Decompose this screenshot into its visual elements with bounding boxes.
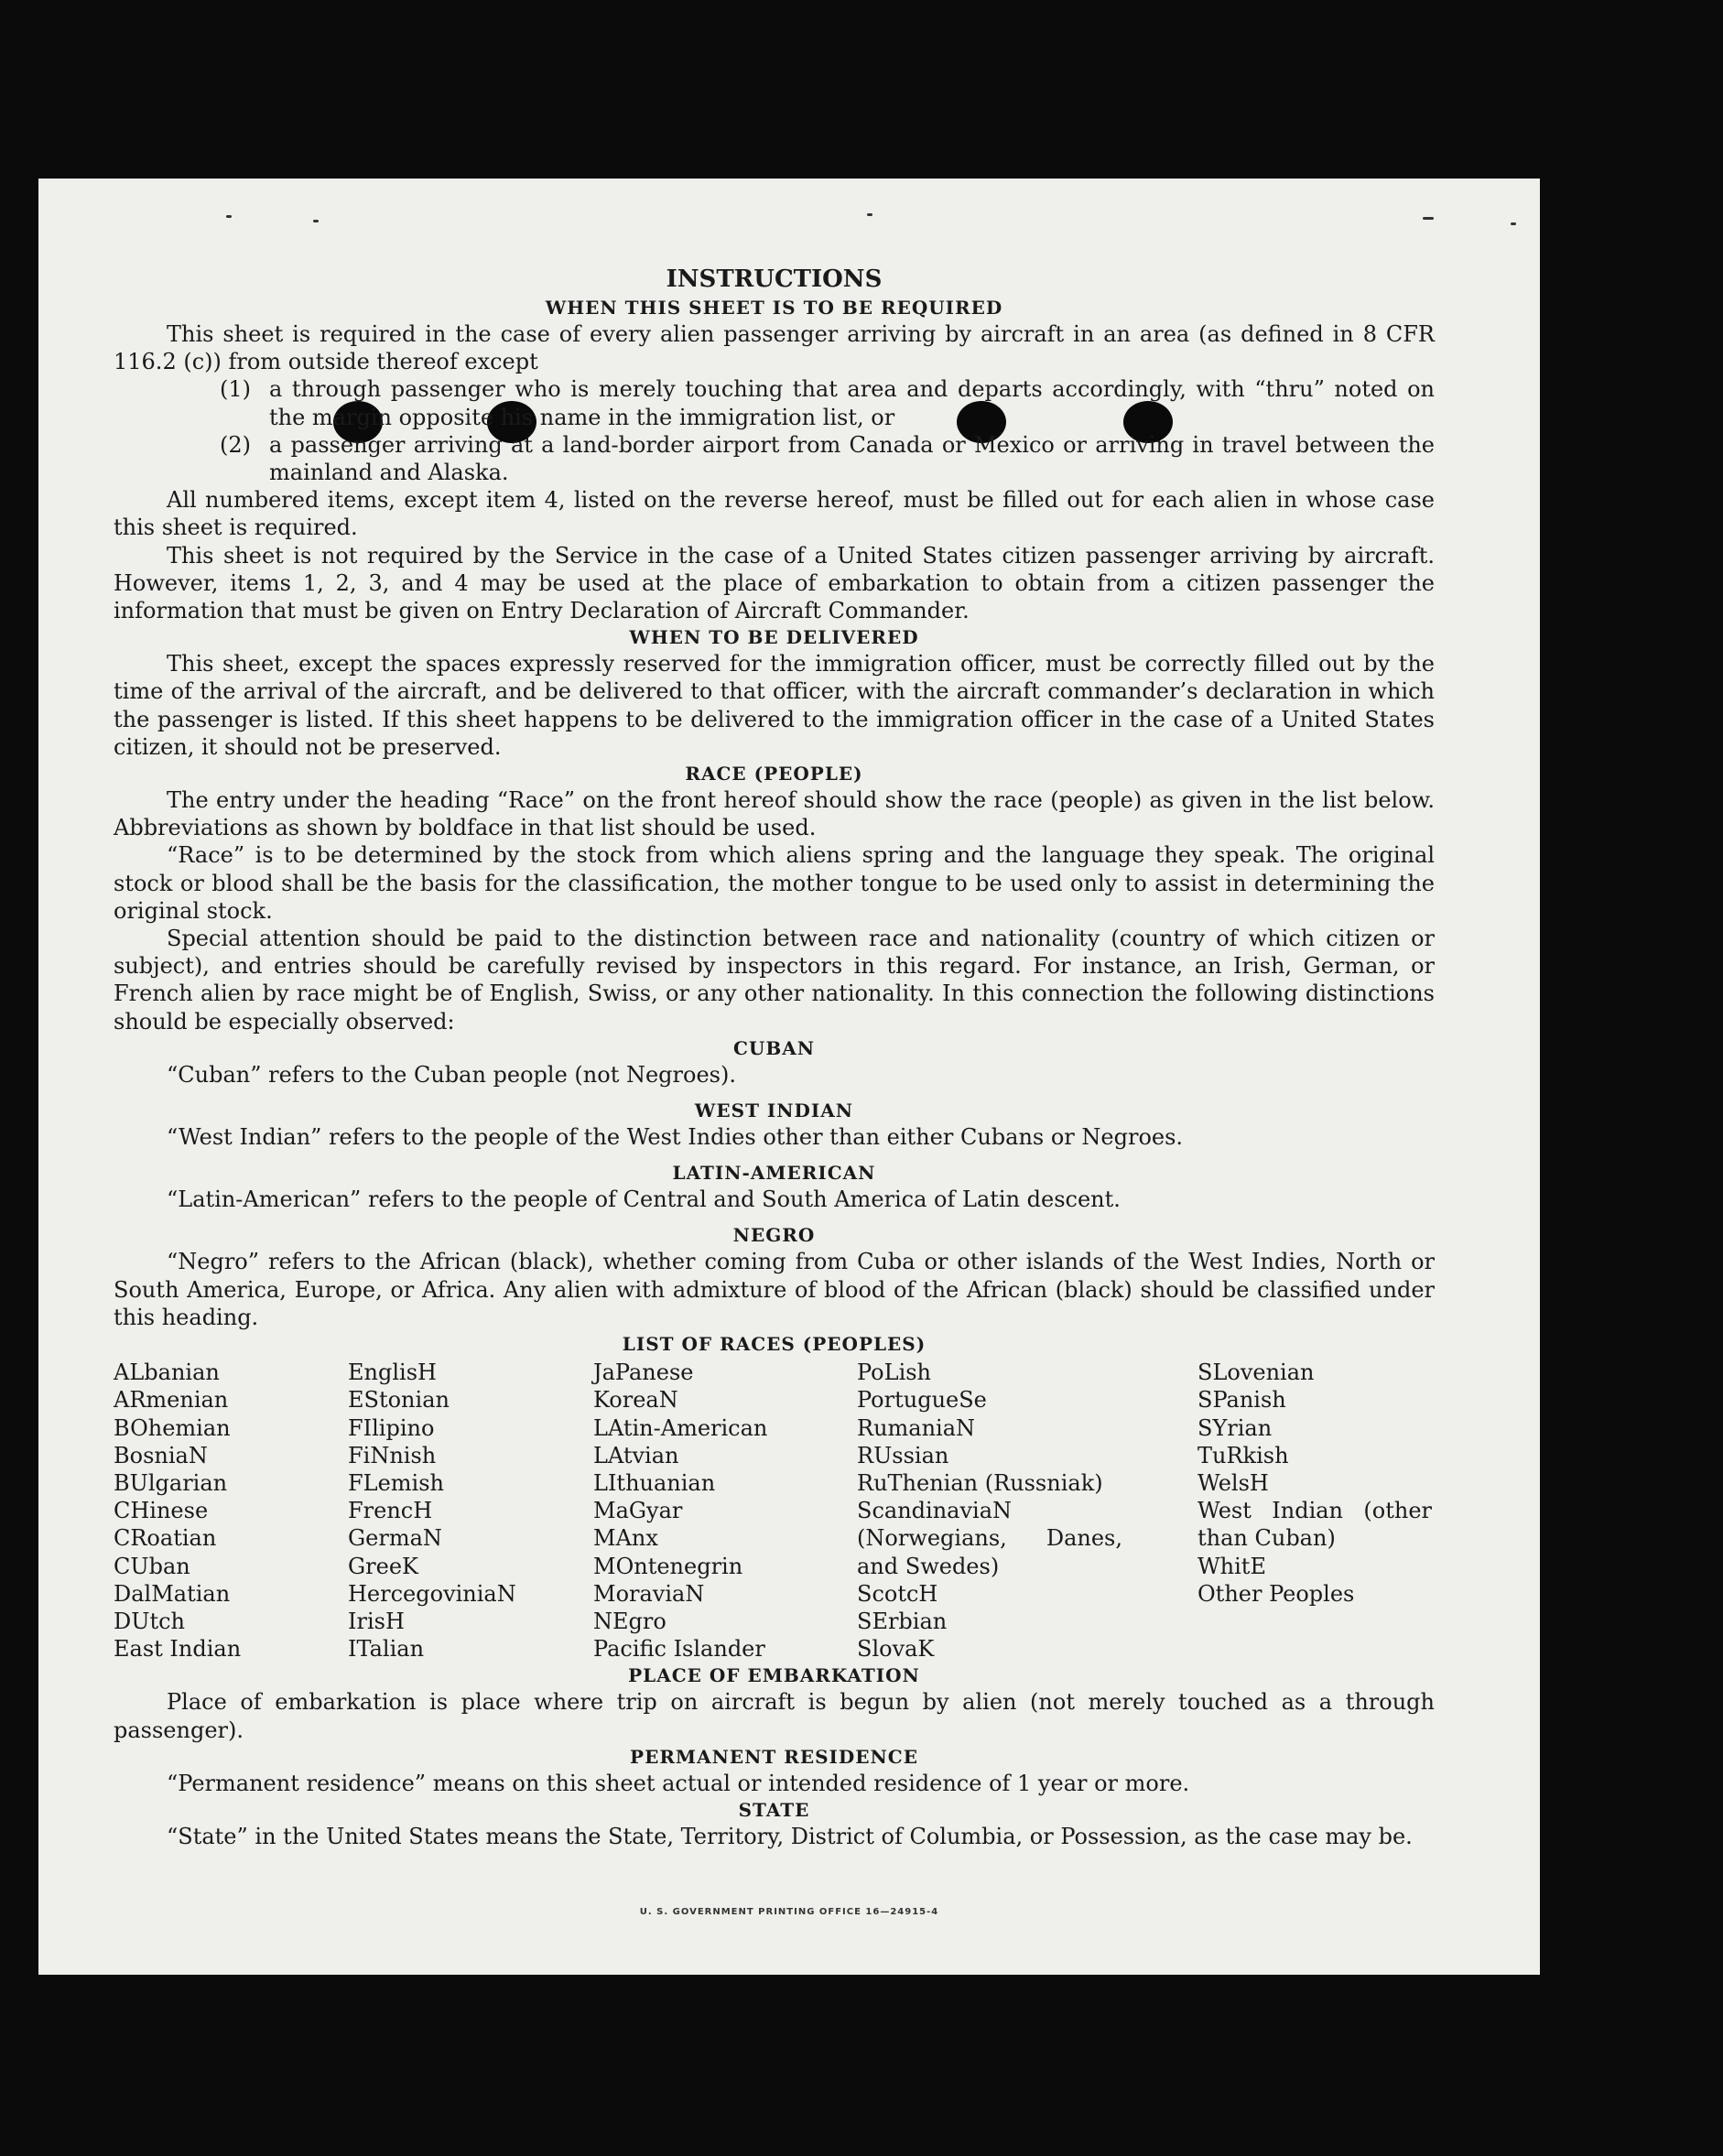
section-heading: LATIN-AMERICAN <box>672 1162 876 1185</box>
race-entry: LAtvian <box>593 1442 679 1468</box>
race-column <box>348 1359 593 1663</box>
race-entry: KoreaN <box>593 1387 678 1414</box>
race-entry: Pacific Islander <box>593 1636 765 1663</box>
section-heading: CUBAN <box>732 1036 816 1059</box>
race-entry: ITalian <box>348 1636 425 1663</box>
paragraph: This sheet is required in the case of every alien passenger arriving by aircraft in an area (as defined in 8 CFR 116.2 (c)) from outside thereof except <box>114 321 1435 375</box>
race-entry: IrisH <box>348 1608 405 1634</box>
race-entry: SErbian <box>857 1608 948 1634</box>
race-entry: RumaniaN <box>857 1414 976 1441</box>
speck <box>226 215 232 218</box>
section-heading: RACE (PEOPLE) <box>685 763 863 785</box>
race-entry: SPanish <box>1197 1387 1286 1414</box>
section-heading: WHEN TO BE DELIVERED <box>629 626 919 649</box>
list-item <box>114 431 1435 486</box>
printer-imprint: U. S. GOVERNMENT PRINTING OFFICE 16—24915-4 <box>639 1907 939 1917</box>
paragraph: This sheet is not required by the Service in the case of a United States citizen passenger arriving by aircraft. However, items 1, 2, 3, and 4 may be used at the place of embarkation to obtain from a citizen passenger the information that must be given on Entry Declaration of Aircraft Commander. <box>114 542 1435 624</box>
speck <box>313 220 319 222</box>
race-entry: BosniaN <box>114 1442 208 1468</box>
race-list <box>114 1359 1435 1663</box>
race-entry: MoraviaN <box>593 1580 705 1607</box>
race-entry: East Indian <box>114 1636 242 1663</box>
race-entry: BOhemian <box>114 1414 231 1441</box>
race-entry: PortugueSe <box>857 1387 987 1414</box>
paragraph: The entry under the heading “Race” on the front hereof should show the race (people) as given in the list below. Abbreviations as shown by boldface in that list should be used. <box>114 787 1435 841</box>
race-entry: FrencH <box>348 1498 433 1524</box>
race-entry: SYrian <box>1197 1414 1273 1441</box>
race-entry: WelsH <box>1197 1469 1269 1496</box>
paragraph: “Latin-American” refers to the people of Central and South America of Latin descent. <box>167 1186 1121 1213</box>
section-heading: PERMANENT RESIDENCE <box>630 1745 918 1768</box>
race-column <box>857 1359 1197 1663</box>
race-entry: GreeK <box>348 1553 418 1579</box>
race-entry: MAnx <box>593 1525 658 1552</box>
race-column <box>114 1359 348 1663</box>
item-text: a passenger arriving at a land-border airport from Canada or Mexico or arriving in travel between the mainland and Alaska. <box>269 431 1435 486</box>
race-column <box>593 1359 857 1663</box>
section-heading: LIST OF RACES (PEOPLES) <box>622 1333 927 1356</box>
item-text: a through passenger who is merely touching that area and departs accordingly, with “thru” noted on the margin opposite his name in the immigration list, or <box>269 376 1435 430</box>
race-entry: FiNnish <box>348 1442 437 1468</box>
race-entry: RuThenian (Russniak) <box>857 1469 1103 1496</box>
paragraph: “Permanent residence” means on this sheet actual or intended residence of 1 year or more. <box>167 1770 1190 1796</box>
race-entry: TuRkish <box>1197 1442 1289 1468</box>
list-item <box>114 375 1435 430</box>
paragraph: “West Indian” refers to the people of the West Indies other than either Cubans or Negroes. <box>167 1124 1184 1151</box>
race-column <box>1197 1359 1435 1663</box>
item-number: (2) <box>220 431 251 458</box>
page-title: INSTRUCTIONS <box>666 265 883 293</box>
race-entry: LIthuanian <box>593 1469 716 1496</box>
race-entry: FIlipino <box>348 1414 435 1441</box>
race-entry: DalMatian <box>114 1580 231 1607</box>
item-number: (1) <box>220 376 251 403</box>
section-heading: WEST INDIAN <box>694 1100 854 1122</box>
race-entry: DUtch <box>114 1608 186 1634</box>
race-entry: ScandinaviaN (Norwegians, Danes, and Swedes) <box>857 1498 1122 1579</box>
race-entry: MOntenegrin <box>593 1553 743 1579</box>
paragraph: All numbered items, except item 4, listed on the reverse hereof, must be filled out for each alien in whose case this sheet is required. <box>114 487 1435 541</box>
race-entry: LAtin-American <box>593 1414 768 1441</box>
race-entry: NEgro <box>593 1608 666 1634</box>
race-entry: SLovenian <box>1197 1360 1315 1386</box>
race-entry: HercegoviniaN <box>348 1580 516 1607</box>
race-entry: CHinese <box>114 1498 209 1524</box>
section-heading: PLACE OF EMBARKATION <box>628 1664 920 1687</box>
race-entry: ARmenian <box>114 1387 229 1414</box>
race-entry: MaGyar <box>593 1498 683 1524</box>
race-entry: CRoatian <box>114 1525 217 1552</box>
paragraph: “Cuban” refers to the Cuban people (not Negroes). <box>167 1061 736 1088</box>
paragraph: This sheet, except the spaces expressly reserved for the immigration officer, must be correctly filled out by the time of the arrival of the aircraft, and be delivered to that officer, with the aircraft commander’s declaration in which the passenger is listed. If this sheet happens to be delivered to the immigration officer in the case of a United States citizen, it should not be preserved. <box>114 651 1435 760</box>
section-heading: NEGRO <box>732 1224 816 1247</box>
race-entry: Other Peoples <box>1197 1580 1355 1607</box>
paragraph: “State” in the United States means the State, Territory, District of Columbia, or Possession, as the case may be. <box>167 1823 1413 1849</box>
race-entry: PoLish <box>857 1360 932 1386</box>
instructions-content <box>114 264 1435 1850</box>
race-entry: RUssian <box>857 1442 949 1468</box>
speck <box>1511 222 1516 225</box>
paragraph: “Negro” refers to the African (black), whether coming from Cuba or other islands of the West Indies, North or South America, Europe, or Africa. Any alien with admixture of blood of the African (black) should be classified under this heading. <box>114 1249 1435 1330</box>
paragraph: Special attention should be paid to the distinction between race and nationality (country of which citizen or subject), and entries should be carefully revised by inspectors in this regard. For instance, an Irish, German, or French alien by race might be of English, Swiss, or any other nationality. In this connection the following distinctions should be especially observed: <box>114 926 1435 1035</box>
race-entry: WhitE <box>1197 1553 1266 1579</box>
race-entry: EStonian <box>348 1387 450 1414</box>
paragraph: Place of embarkation is place where trip on aircraft is begun by alien (not merely touched as a through passenger). <box>114 1689 1435 1743</box>
race-entry: CUban <box>114 1553 190 1579</box>
race-entry: FLemish <box>348 1469 444 1496</box>
race-entry: ALbanian <box>114 1360 220 1386</box>
race-entry: BUlgarian <box>114 1469 228 1496</box>
race-entry: JaPanese <box>593 1360 694 1386</box>
race-entry: West Indian (other than Cuban) <box>1197 1498 1432 1552</box>
race-entry: EnglisH <box>348 1360 437 1386</box>
speck <box>867 213 872 216</box>
race-entry: GermaN <box>348 1525 442 1552</box>
section-heading: STATE <box>738 1798 810 1821</box>
paragraph: “Race” is to be determined by the stock from which aliens spring and the language they speak. The original stock or blood shall be the basis for the classification, the mother tongue to be used only to assist in determining the original stock. <box>114 842 1435 924</box>
race-entry: ScotcH <box>857 1580 938 1607</box>
section-heading: WHEN THIS SHEET IS TO BE REQUIRED <box>545 297 1003 319</box>
race-entry: SlovaK <box>857 1636 935 1663</box>
speck <box>1423 217 1434 220</box>
